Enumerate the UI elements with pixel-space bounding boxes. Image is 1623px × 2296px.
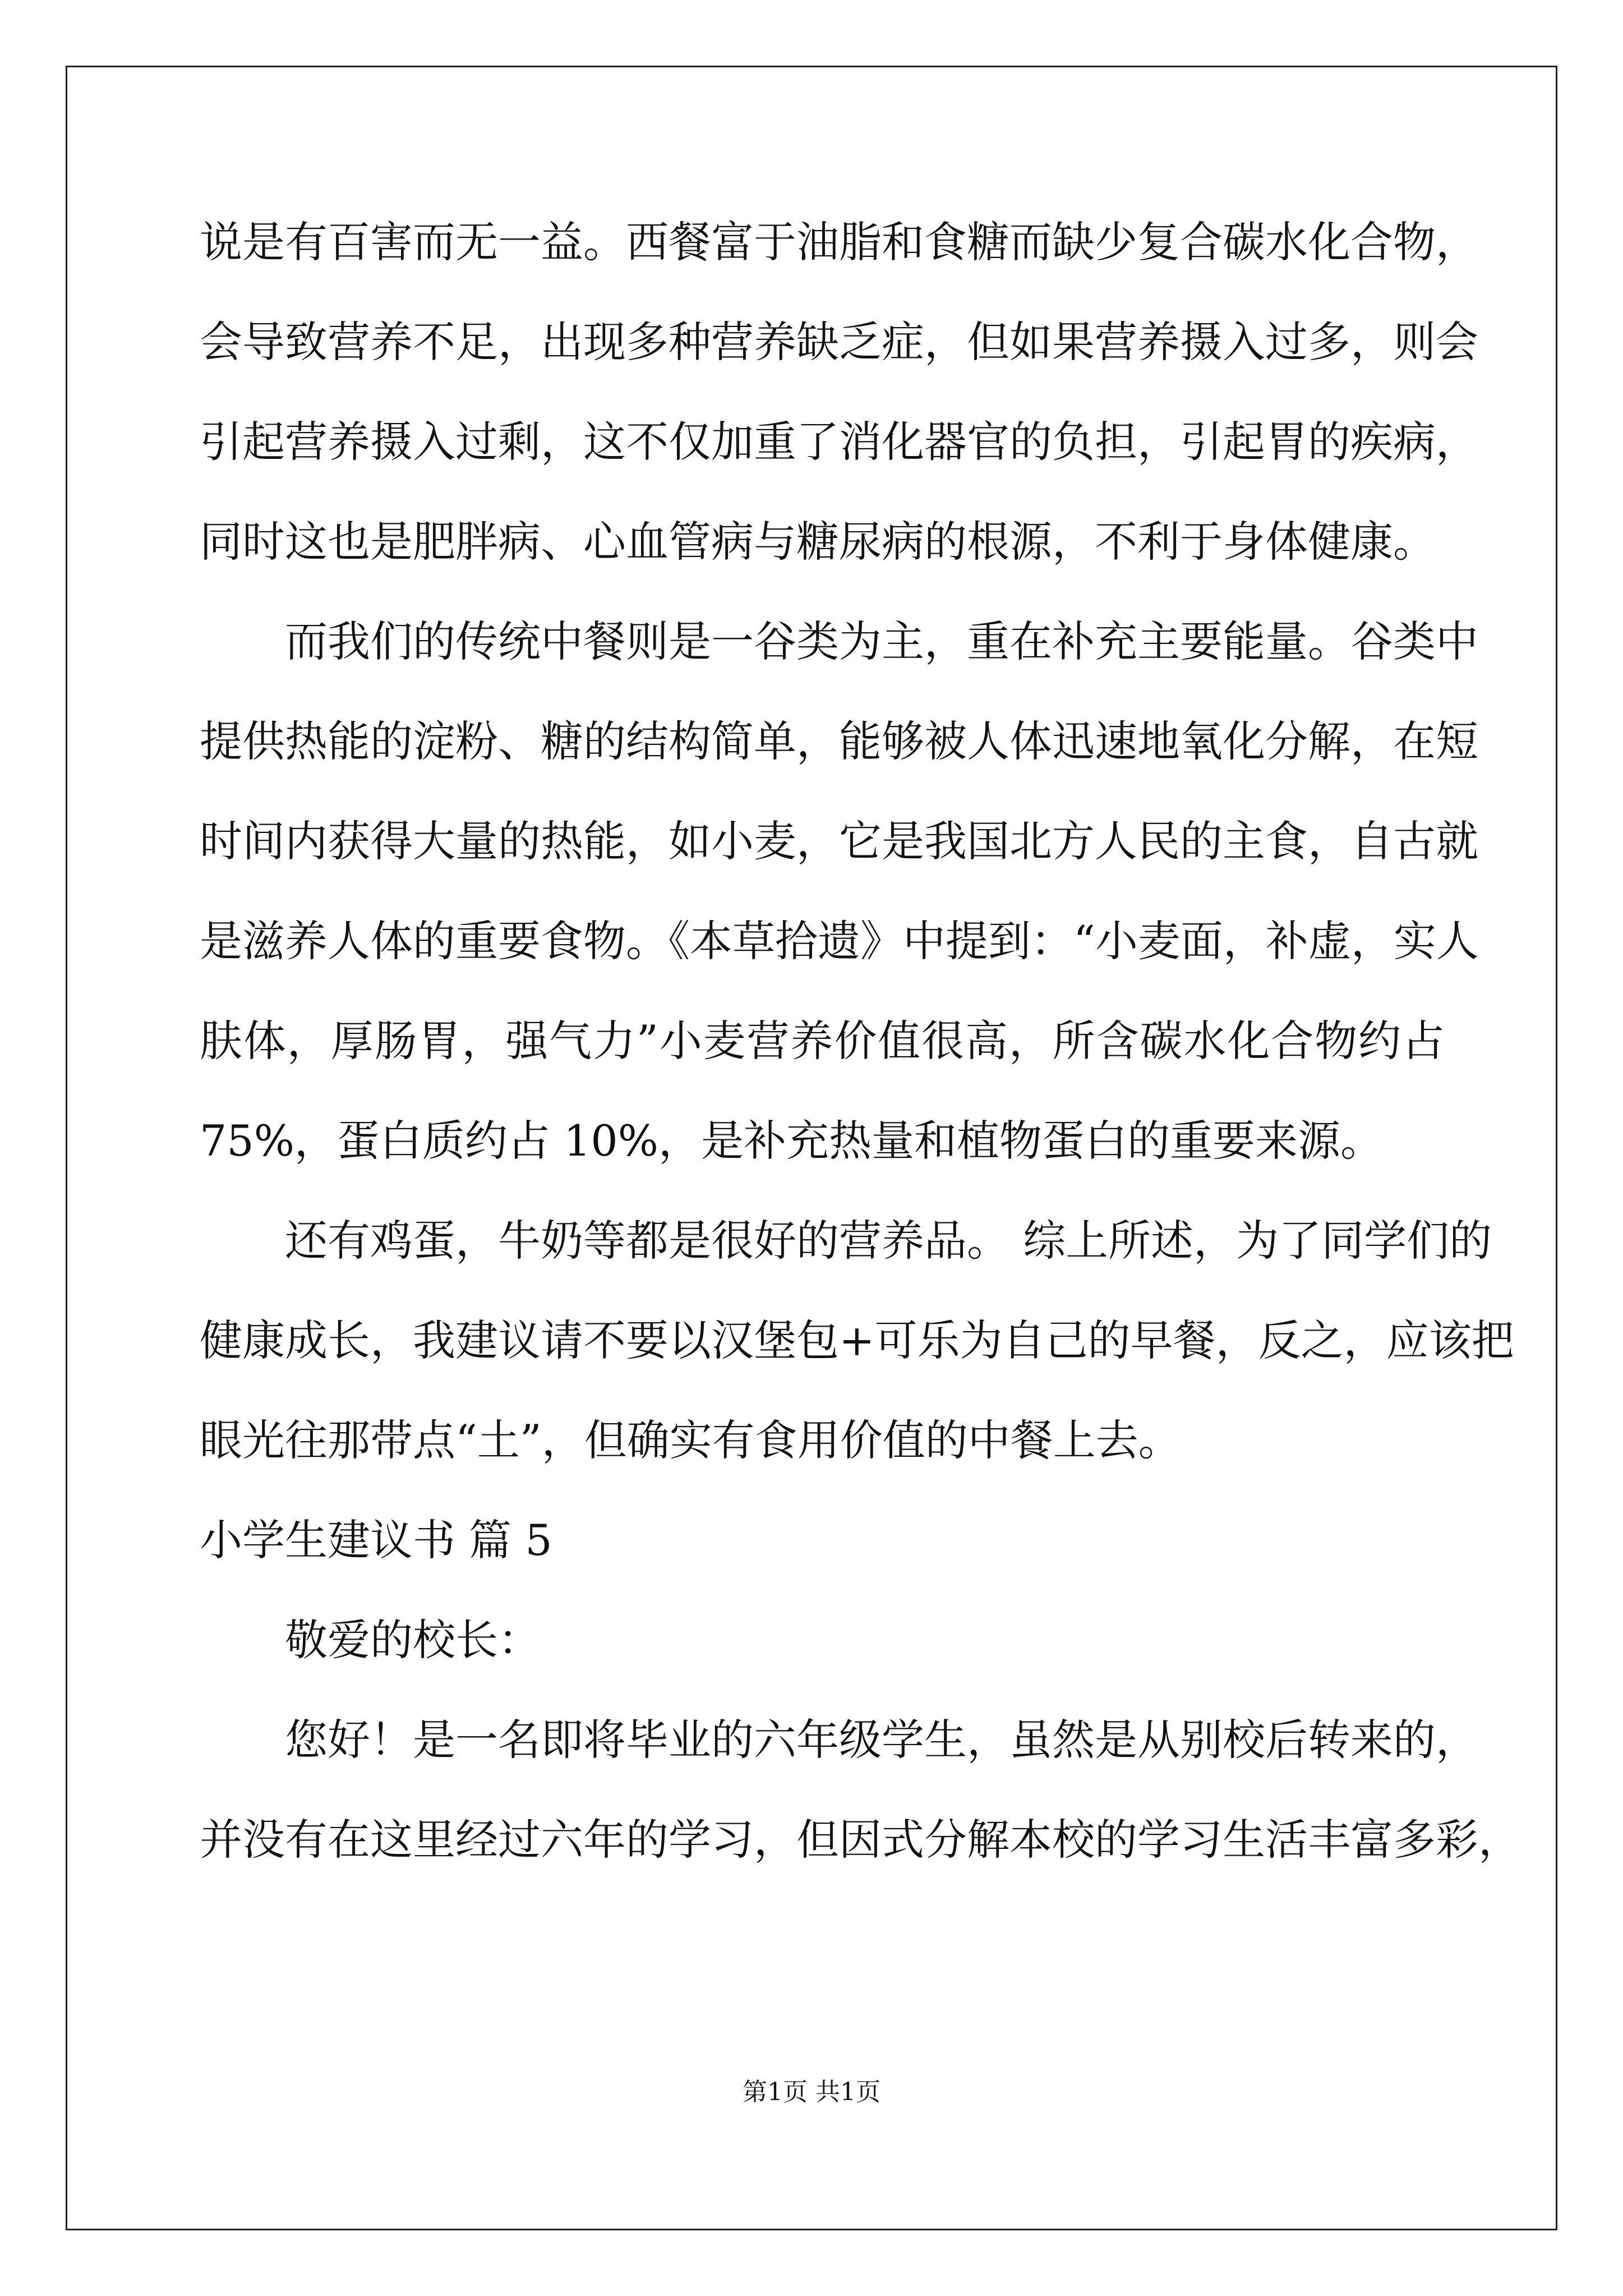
paragraph-line: 而我们的传统中餐则是一谷类为主，重在补充主要能量。谷类中: [285, 616, 1478, 666]
paragraph-line: 是滋养人体的重要食物。《本草拾遗》中提到：“小麦面，补虚，实人: [200, 916, 1479, 966]
paragraph-line: 说是有百害而无一益。西餐富于油脂和食糖而缺少复合碳水化合物，: [200, 217, 1478, 267]
section-heading: 小学生建议书 篇 5: [200, 1515, 552, 1565]
page-footer: 第1页 共1页: [743, 2078, 880, 2106]
paragraph-line: 您好！是一名即将毕业的六年级学生，虽然是从别校后转来的，: [285, 1715, 1478, 1765]
paragraph-line: 肤体，厚肠胃，强气力”小麦营养价值很高，所含碳水化合物约占: [200, 1016, 1445, 1066]
paragraph-line: 还有鸡蛋，牛奶等都是很好的营养品。 综上所述，为了同学们的: [285, 1216, 1492, 1266]
paragraph-line: 会导致营养不足，出现多种营养缺乏症，但如果营养摄入过多，则会: [200, 317, 1478, 367]
paragraph-line: 引起营养摄入过剩，这不仅加重了消化器官的负担，引起胃的疾病，: [200, 417, 1478, 467]
paragraph-line: 并没有在这里经过六年的学习，但因式分解本校的学习生活丰富多彩，: [200, 1815, 1521, 1865]
paragraph-line: 时间内获得大量的热能，如小麦，它是我国北方人民的主食，自古就: [200, 816, 1478, 866]
paragraph-line: 75%，蛋白质约占 10%，是补充热量和植物蛋白的重要来源。: [200, 1116, 1384, 1166]
paragraph-line: 健康成长，我建议请不要以汉堡包+可乐为自己的早餐，反之，应该把: [200, 1315, 1514, 1365]
paragraph-line: 同时这也是肥胖病、心血管病与糖尿病的根源，不利于身体健康。: [200, 517, 1436, 567]
paragraph-line: 提供热能的淀粉、糖的结构简单，能够被人体迅速地氧化分解，在短: [200, 716, 1478, 766]
salutation: 敬爱的校长：: [285, 1615, 541, 1665]
paragraph-line: 眼光往那带点“土”，但确实有食用价值的中餐上去。: [200, 1415, 1181, 1465]
